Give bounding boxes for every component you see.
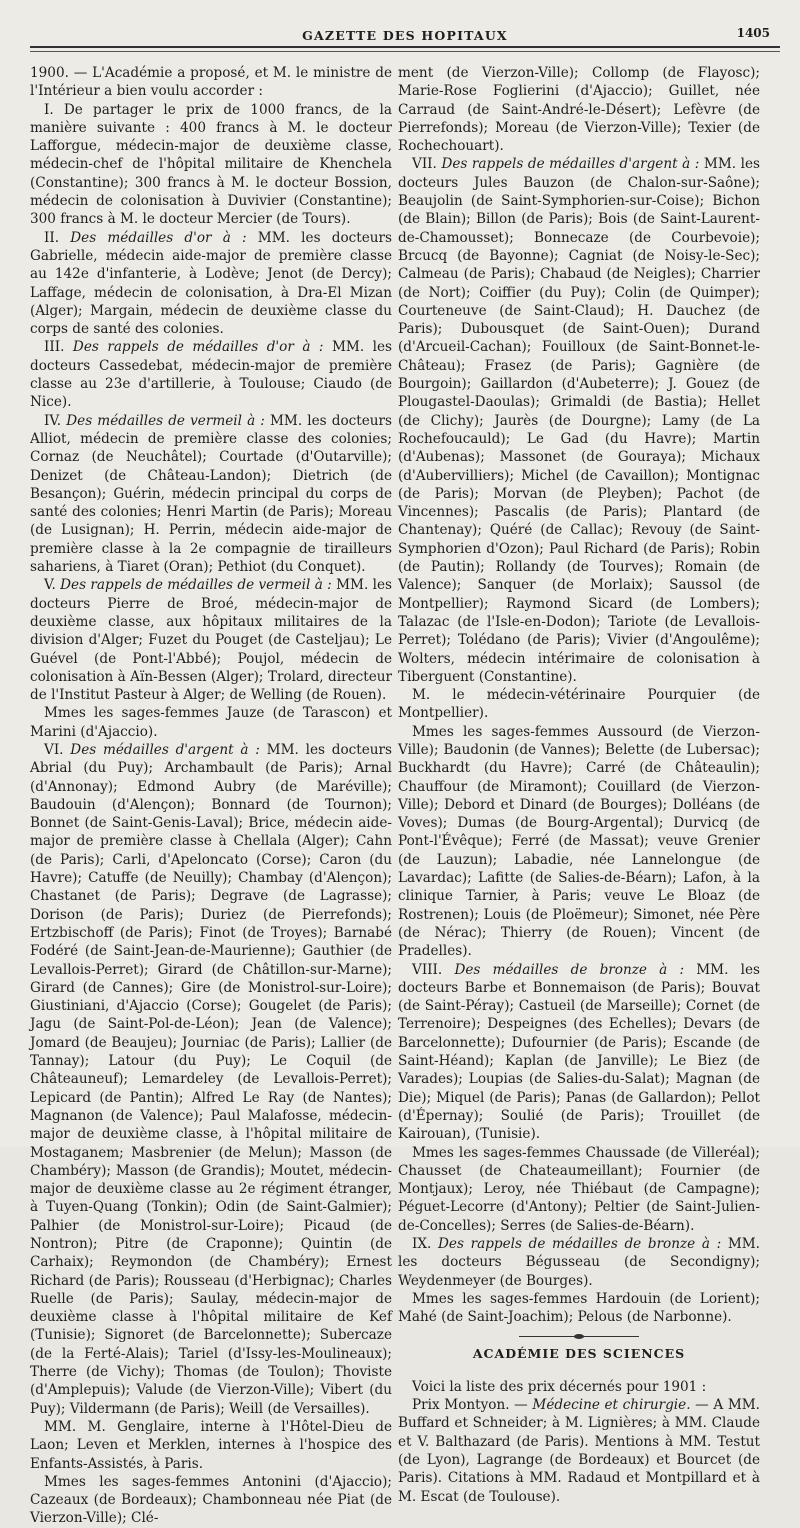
paragraph-text: MM. les docteurs Pierre de Broé, médecin-major de deuxième classe, aux hôpitaux militaires de la division d'Alger; Fuzet du Pouget (de Casteljau); Le Guével (de Pont-l'Abbé); Poujol, médecin de colonisation à Aïn-Bessen (Alger); Trolard, directeur de l'Institut Pasteur à Alger; de Welling (de Rouen). — [30, 577, 392, 704]
paragraph-text: — A MM. Buffard et Schneider; à M. Lignières; à MM. Claude et V. Balthazard (de Paris). Mentions à MM. Testut (de Lyon), Lagrange (de Bordeaux) et Bourcet (de Paris). Citations à MM. Radaud et Montpillard et à M. Escat (de Toulouse). — [398, 1397, 760, 1505]
paragraph-label: Prix Montyon. — — [412, 1397, 533, 1414]
header-rule-thin — [30, 51, 780, 52]
paragraph-label: II. — [44, 229, 71, 246]
header-rule — [30, 46, 780, 48]
section-heading: Des rappels de médailles de vermeil à : — [60, 577, 332, 594]
paragraph — [398, 1396, 760, 1506]
page-header — [30, 22, 780, 62]
paragraph-text: MM. les docteurs Jules Bauzon (de Chalon-sur-Saône); Beaujolin (de Saint-Symphorien-sur-Coise); Bichon (de Blain); Billon (de Paris); Bois (de Saint-Laurent-de-Chamousset); Bonnecaze (de Courbevoie); Brcucq (de Bayonne); Cagniat (de Noisy-le-Sec); Calmeau (de Paris); Chabaud (de Neigles); Charrier (de Nort); Coiffier (du Puy); Colin (de Quimper); Courteneuve (de Saint-Claud); H. Dauchez (de Paris); Dubousquet (de Saint-Ouen); Durand (d'Arcueil-Cachan); Fouilloux (de Saint-Bonnet-le-Château); Frasez (de Paris); Gagnière (de Bourgoin); Gaillardon (d'Aubeterre); J. Gouez (de Plougastel-Daoulas); Grimaldi (de Bastia); Hellet (de Clichy); Jaurès (de Dourgne); Lamy (de La Rochefoucauld); Le Gad (du Havre); Martin (d'Aubenas); Massonet (de Gouraya); Michaux (d'Aubervilliers); Michel (de Cavaillon); Montignac (de Paris); Morvan (de Pleyben); Pachot (de Vincennes); Pascalis (de Paris); Plantard (de Chantenay); Quéré (de Callac); Revouy (de Saint-Symphorien d'Ozon); Paul Richard (de Paris); Robin (de Pautin); Rollandy (de Tourves); Romain (de Valence); Sanquer (de Morlaix); Saussol (de Montpellier); Raymond Sicard (de Lombers); Talazac (de l'Isle-en-Dodon); Tariote (de Levallois-Perret); Tolédano (de Paris); Vivier (d'Angoulême); Wolters, médecin intérimaire de colonisation à Tiberguent (Constantine). — [398, 156, 761, 685]
paragraph — [398, 1290, 760, 1327]
page-number: 1405 — [736, 26, 770, 40]
paragraph-text: Mmes les sages-femmes Aussourd (de Vierzon-Ville); Baudonin (de Vannes); Belette (de Lubersac); Buckhardt (du Havre); Carré (de Châteaulin); Chauffour (de Miramont); Couillard (de Vierzon-Ville); Debord et Dinard (de Bourges); Dolléans (de Voves); Dumas (de Bourg-Argental); Durvicq (de Pont-l'Évêque); Ferré (de Massat); veuve Grenier (de Lauzun); Labadie, née Lannelongue (de Lavardac); Lafitte (de Salies-de-Béarn); Lafon, à la clinique Tarnier, à Paris; veuve Le Bloaz (de Rostrenen); Louis (de Ploëmeur); Simonet, née Père (de Nérac); Thierry (de Rouen); Vincent (de Pradelles). — [398, 723, 760, 960]
paragraph — [30, 64, 392, 101]
section-title: ACADÉMIE DES SCIENCES — [472, 1346, 686, 1362]
section-heading: Des médailles d'argent à : — [70, 741, 260, 758]
paragraph — [30, 101, 392, 229]
paragraph — [398, 961, 760, 1144]
paragraph-text: 1900. — L'Académie a proposé, et M. le ministre de l'Intérieur a bien voulu accorder : — [30, 65, 392, 100]
paragraph — [398, 64, 760, 155]
paragraph-text: MM. les docteurs Bégusseau (de Secondigny); Weydenmeyer (de Bourges). — [398, 1236, 760, 1289]
paragraph — [30, 412, 392, 577]
paragraph — [30, 576, 392, 704]
paragraph-label: IX. — [412, 1236, 439, 1252]
section-heading: Des rappels de médailles d'argent à : — [441, 156, 700, 173]
paragraph — [398, 686, 760, 723]
paragraph-label: IV. — [44, 412, 67, 429]
paragraph-text: MM. les docteurs Alliot, médecin de première classe des colonies; Cornaz (de Neuchâtel); Courtade (d'Outarville); Denizet (de Château-Landon); Dietrich (de Besançon); Guérin, médecin principal du corps de santé des colonies; Henri Martin (de Paris); Moreau (de Lusignan); H. Perrin, médecin aide-major de première classe à la 2e compagnie de tirailleurs sahariens, à Tiaret (Oran); Pethiot (du Conquet). — [30, 412, 392, 576]
paragraph — [30, 338, 392, 411]
paragraph-text: Voici la liste des prix décernés pour 1901 : — [412, 1378, 707, 1395]
paragraph — [398, 723, 760, 961]
paragraph — [398, 1378, 760, 1396]
section-heading: Des rappels de médailles d'or à : — [72, 339, 324, 356]
section-heading: Des médailles de vermeil à : — [66, 412, 265, 429]
paragraph-text: MM. les docteurs Cassedebat, médecin-major de première classe au 23e d'artillerie, à Toulouse; Ciaudo (de Nice). — [30, 339, 392, 411]
paragraph-text: MM. les docteurs Abrial (du Puy); Archambault (de Paris); Arnal (d'Annonay); Edmond Aubry (de Maréville); Baudouin (d'Alençon); Bonnard (de Tournon); Bonnet (de Saint-Genis-Laval); Brice, médecin aide-major de première classe à Chellala (Alger); Cahn (de Paris); Carli, d'Apeloncato (Corse); Caron (du Havre); Catuffe (de Neuilly); Chambay (d'Alençon); Chastanet (de Paris); Degrave (de Lagrasse); Dorison (de Paris); Duriez (de Pierrefonds); Ertzbischoff (de Paris); Finot (de Troyes); Barnabé Fodéré (de Saint-Jean-de-Maurienne); Gauthier (de Levallois-Perret); Girard (de Châtillon-sur-Marne); Girard (de Cannes); Gire (de Monistrol-sur-Loire); Giustiniani, d'Ajaccio (Corse); Gougelet (de Paris); Jagu (de Saint-Pol-de-Léon); Jean (de Valence); Jomard (de Beaujeu); Journiac (de Paris); Lallier (de Tannay); Latour (du Puy); Le Coquil (de Châteauneuf); Lemardeley (de Levallois-Perret); Lepicard (de Pantin); Alfred Le Ray (de Nantes); Magnanon (de Valence); Paul Malafosse, médecin-major de deuxième classe, à l'hôpital militaire de Mostaganem; Masbrenier (de Melun); Masson (de Chambéry); Masson (de Grandis); Moutet, médecin-major de deuxième classe au 2e régiment étranger, à Tuyen-Quang (Tonkin); Odin (de Saint-Galmier); Palhier (de Monistrol-sur-Loire); Picaud (de Nontron); Pitre (de Craponne); Quintin (de Carhaix); Reymondon (de Chambéry); Ernest Richard (de Paris); Rousseau (d'Herbignac); Charles Ruelle (de Paris); Saulay, médecin-major de deuxième classe à l'hôpital militaire de Kef (Tunisie); Signoret (de Barcelonnette); Subercaze (de la Ferté-Alais); Tariel (d'Issy-les-Moulineaux); Therre (de Vichy); Thomas (de Toulon); Thoviste (d'Amplepuis); Valude (de Vierzon-Ville); Vibert (du Puy); Vildermann (de Paris); Weill (de Versailles). — [30, 741, 392, 1417]
paragraph — [30, 741, 392, 1418]
paragraph-label: VII. — [412, 156, 442, 173]
paragraph-text: Mmes les sages-femmes Antonini (d'Ajaccio); Cazeaux (de Bordeaux); Chambonneau née Piat (de Vierzon-Ville); Clé- — [30, 1473, 392, 1527]
paragraph-text: MM. M. Genglaire, interne à l'Hôtel-Dieu de Laon; Leven et Merklen, internes à l'hospice des Enfants-Assistés, à Paris. — [30, 1418, 392, 1472]
paragraph — [30, 704, 392, 741]
section-heading: Des médailles de bronze à : — [454, 961, 685, 978]
journal-title: GAZETTE DES HOPITAUX — [302, 28, 508, 43]
paragraph — [30, 1473, 392, 1528]
paragraph-label: V. — [44, 577, 61, 594]
paragraph-text: MM. les docteurs Gabrielle, médecin aide-major de première classe au 142e d'infanterie, à Lodève; Jenot (de Dercy); Laffage, médecin de colonisation, à Dra-El Mizan (Alger); Margain, médecin de deuxième classe du corps de santé des colonies. — [30, 229, 392, 338]
paragraph — [30, 229, 392, 339]
paragraph-text: I. De partager le prix de 1000 francs, de la manière suivante : 400 francs à M. le docteur Lafforgue, médecin-major de deuxième classe, médecin-chef de l'hôpital militaire de Khenchela (Constantine); 300 francs à M. le docteur Bossion, médecin de colonisation à Duvivier (Constantine); 300 francs à M. le docteur Mercier (de Tours). — [30, 101, 392, 228]
section-heading: Des rappels de médailles de bronze à : — [438, 1236, 722, 1252]
section-heading: Des médailles d'or à : — [70, 229, 247, 246]
paragraph-label: III. — [44, 339, 73, 356]
paragraph — [398, 1144, 760, 1235]
paragraph — [398, 1235, 760, 1290]
paragraph — [30, 1418, 392, 1473]
paragraph-text: MM. les docteurs Barbe et Bonnemaison (de Paris); Bouvat (de Saint-Péray); Castueil (de Marseille); Cornet (de Terrenoire); Despeignes (des Echelles); Devars (de Barcelonnette); Dufournier (de Paris); Escande (de Saint-Héand); Kaplan (de Janville); Le Biez (de Varades); Loupias (de Salies-du-Salat); Magnan (de Die); Miquel (de Paris); Panas (de Gallardon); Pellot (d'Épernay); Soulié (de Paris); Trouillet (de Kairouan), (Tunisie). — [398, 961, 761, 1143]
paragraph-label: VIII. — [412, 961, 455, 978]
paragraph-text: M. le médecin-vétérinaire Pourquier (de Montpellier). — [398, 687, 760, 722]
left-column — [30, 64, 392, 1528]
right-column — [398, 64, 760, 1506]
paragraph-text: Mmes les sages-femmes Hardouin (de Lorient); Mahé (de Saint-Joachim); Pelous (de Narbonne). — [398, 1290, 760, 1326]
paragraph-text: ment (de Vierzon-Ville); Collomp (de Flayosc); Marie-Rose Foglierini (d'Ajaccio); Guillet, née Carraud (de Saint-André-le-Désert); Lefèvre (de Pierrefonds); Moreau (de Vierzon-Ville); Texier (de Rochechouart). — [398, 65, 760, 155]
paragraph-label: VI. — [44, 741, 71, 758]
section-heading: Médecine et chirurgie. — [532, 1397, 691, 1414]
paragraph-text: Mmes les sages-femmes Chaussade (de Villeréal); Chausset (de Chateaumeillant); Fournier (de Montjaux); Leroy, née Thiébaut (de Campagne); Péguet-Lecorre (d'Antony); Peltier (de Saint-Julien-de-Concelles); Serres (de Salies-de-Béarn). — [398, 1144, 760, 1234]
section-divider — [519, 1336, 639, 1337]
paragraph-text: Mmes les sages-femmes Jauze (de Tarascon) et Marini (d'Ajaccio). — [30, 705, 392, 740]
paragraph — [398, 155, 760, 686]
